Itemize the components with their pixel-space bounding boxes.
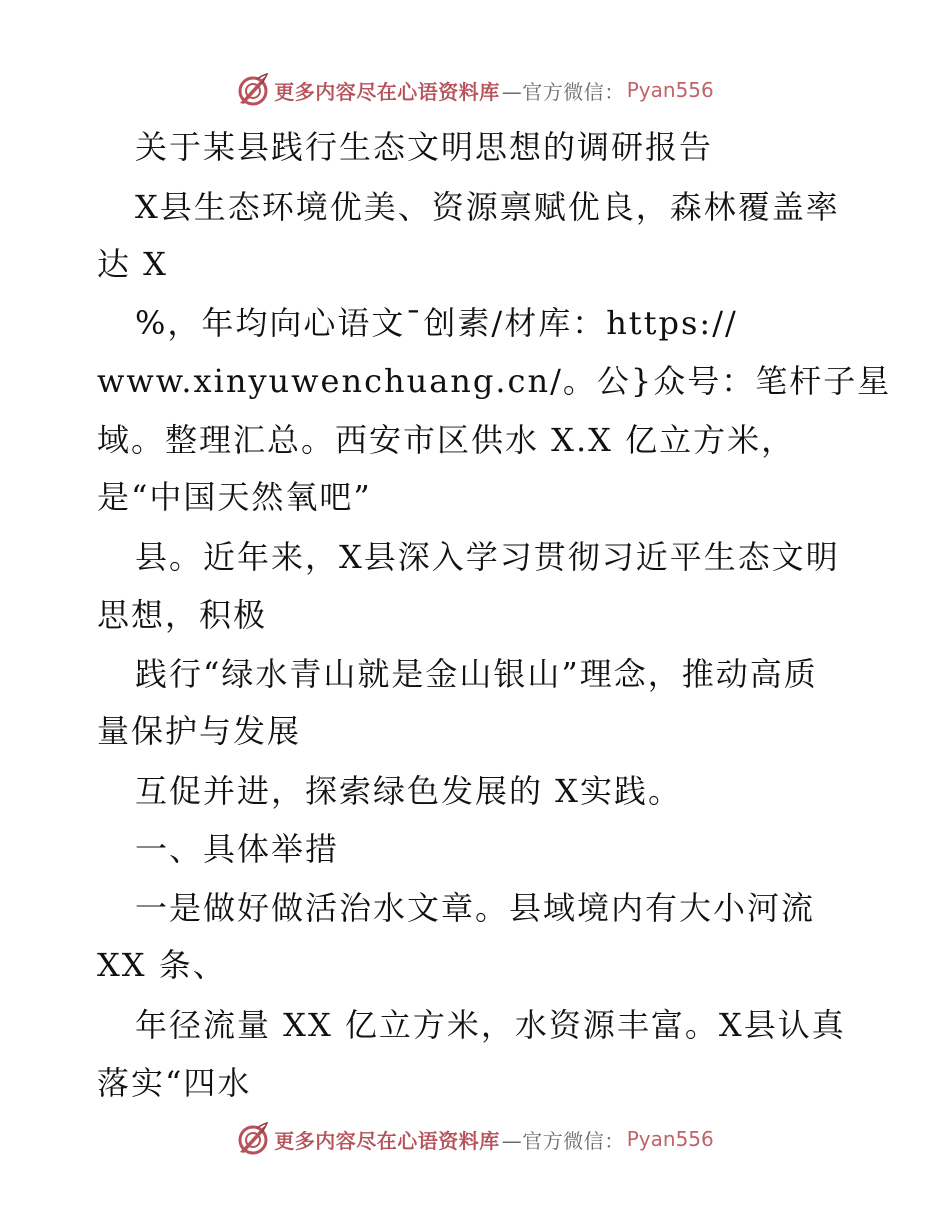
header-separator-text: —官方微信： [501,79,625,104]
paragraph-line: X县生态环境优美、资源禀赋优良，森林覆盖率 [135,188,840,226]
document-title: 关于某县践行生态文明思想的调研报告 [135,128,714,166]
paragraph-line: 思想，积极 [97,596,268,634]
paragraph-line: 落实“四水 [97,1064,252,1102]
paragraph-line: 一是做好做活治水文章。县域境内有大小河流 [135,889,816,927]
page-header-watermark [0,70,950,110]
footer-wechat-id: Pyan556 [626,1127,714,1151]
quill-pen-circle-icon [236,1122,270,1156]
quill-pen-circle-icon [236,73,270,107]
paragraph-line: 县。近年来，X县深入学习贯彻习近平生态文明 [135,538,840,576]
page-footer-watermark [0,1119,950,1159]
footer-separator-text: —官方微信： [501,1128,625,1153]
paragraph-line: www.xinyuwenchuang.cn/。公}众号：笔杆子星 [97,362,892,400]
section-heading: 一、具体举措 [135,830,340,868]
paragraph-line: 是“中国天然氧吧” [97,478,372,516]
paragraph-line: 互促并进，探索绿色发展的 X实践。 [135,772,682,810]
paragraph-line: XX 条、 [97,946,227,984]
footer-brand-text: 更多内容尽在心语资料库 [274,1128,500,1153]
paragraph-line: 域。整理汇总。西安市区供水 X.X 亿立方米， [97,421,796,459]
paragraph-line: 达 X [97,245,168,283]
paragraph-line: %，年均向心语文¯创素/材库：https:// [135,304,738,342]
header-brand-text: 更多内容尽在心语资料库 [274,79,500,104]
paragraph-line: 年径流量 XX 亿立方米，水资源丰富。X县认真 [135,1006,846,1044]
header-wechat-id: Pyan556 [626,78,714,102]
paragraph-line: 践行“绿水青山就是金山银山”理念，推动高质 [135,655,818,693]
paragraph-line: 量保护与发展 [97,712,302,750]
